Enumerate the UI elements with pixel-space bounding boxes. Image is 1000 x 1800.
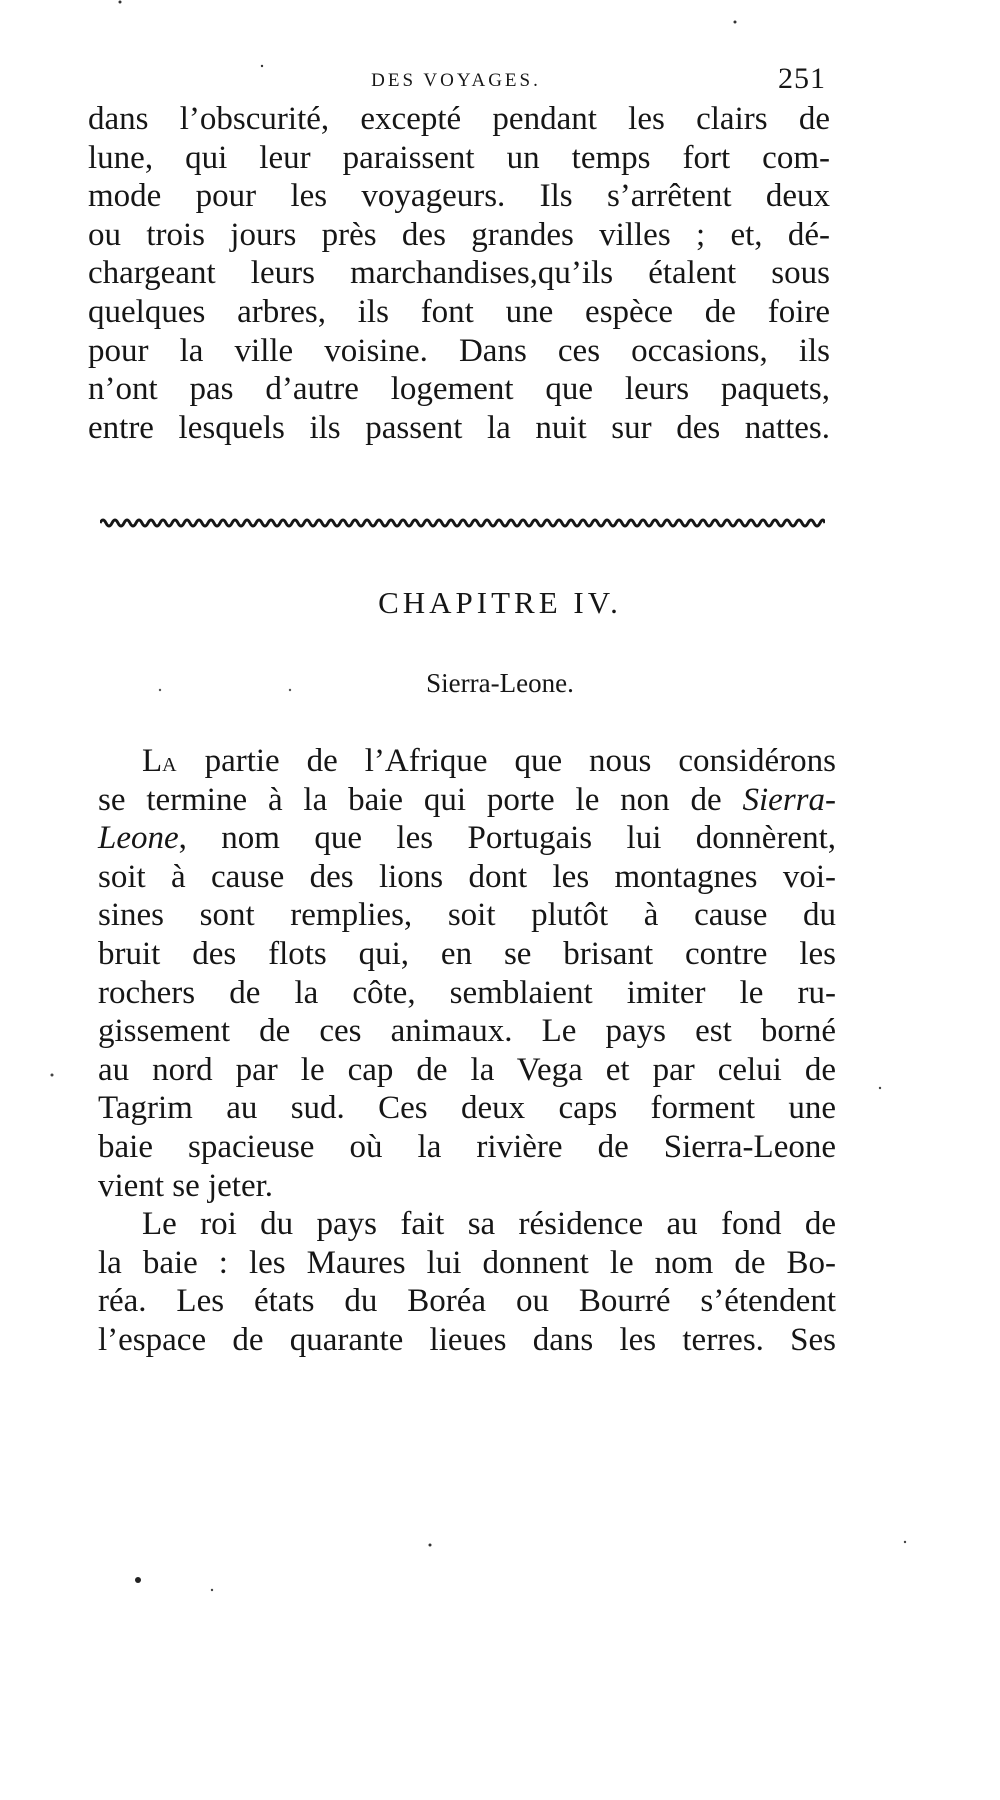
text-line: pour la ville voisine. Dans ces occasions, ils	[88, 332, 830, 369]
text-line: Le roi du pays fait sa résidence au fond de	[142, 1206, 836, 1243]
continued-paragraph	[88, 100, 830, 447]
text-line: vient se jeter.	[98, 1167, 274, 1204]
text-line: réa. Les états du Boréa ou Bourré s’étendent	[98, 1283, 836, 1320]
chapter-title: CHAPITRE IV.	[378, 585, 622, 620]
line-text: se termine à la baie qui porte le non de	[98, 781, 743, 818]
text-line: la baie : les Maures lui donnent le nom de Bo-	[98, 1244, 836, 1281]
line-text: , nom que les Portugais lui donnèrent,	[178, 820, 836, 857]
text-line: l’espace de quarante lieues dans les terres. Ses	[98, 1321, 836, 1358]
running-title: DES VOYAGES.	[371, 70, 541, 91]
small-cap: A	[162, 754, 178, 776]
text-line: dans l’obscurité, excepté pendant les clairs de	[88, 101, 830, 137]
running-head	[86, 62, 826, 102]
decorative-rule	[100, 516, 825, 530]
text-line: soit à cause des lions dont les montagnes voi-	[98, 858, 836, 895]
italic-place-name: Leone	[98, 820, 179, 857]
text-line: bruit des flots qui, en se brisant contre les	[98, 935, 836, 972]
text-line: chargeant leurs marchandises,qu’ils étalent sous	[88, 255, 830, 292]
text-line: n’ont pas d’autre logement que leurs paquets,	[88, 371, 830, 408]
text-line: Tagrim au sud. Ces deux caps forment une	[98, 1090, 836, 1127]
text-line: ou trois jours près des grandes villes ; et, dé-	[88, 216, 830, 253]
text-line	[98, 781, 836, 820]
text-line	[98, 819, 836, 858]
italic-place-name: Sierra-	[742, 781, 836, 818]
text-line: lune, qui leur paraissent un temps fort com-	[88, 139, 830, 176]
text-line: entre lesquels ils passent la nuit sur des nattes.	[88, 409, 830, 446]
text-line: au nord par le cap de la Vega et par celui de	[98, 1051, 836, 1088]
text-line	[98, 742, 836, 781]
text-line: mode pour les voyageurs. Ils s’arrêtent deux	[88, 178, 830, 215]
chapter-body	[98, 742, 836, 1360]
text-line: baie spacieuse où la rivière de Sierra-Leone	[98, 1128, 836, 1165]
text-line: quelques arbres, ils font une espèce de foire	[88, 293, 830, 330]
text-line: gissement de ces animaux. Le pays est borné	[98, 1013, 836, 1050]
initial-letter: L	[142, 743, 163, 779]
chapter-subtitle: Sierra-Leone.	[426, 668, 574, 698]
text-line: sines sont remplies, soit plutôt à cause du	[98, 897, 836, 934]
text-line: rochers de la côte, semblaient imiter le ru-	[98, 974, 836, 1011]
line-text: partie de l’Afrique que nous considérons	[177, 743, 836, 779]
page-number: 251	[778, 62, 826, 95]
